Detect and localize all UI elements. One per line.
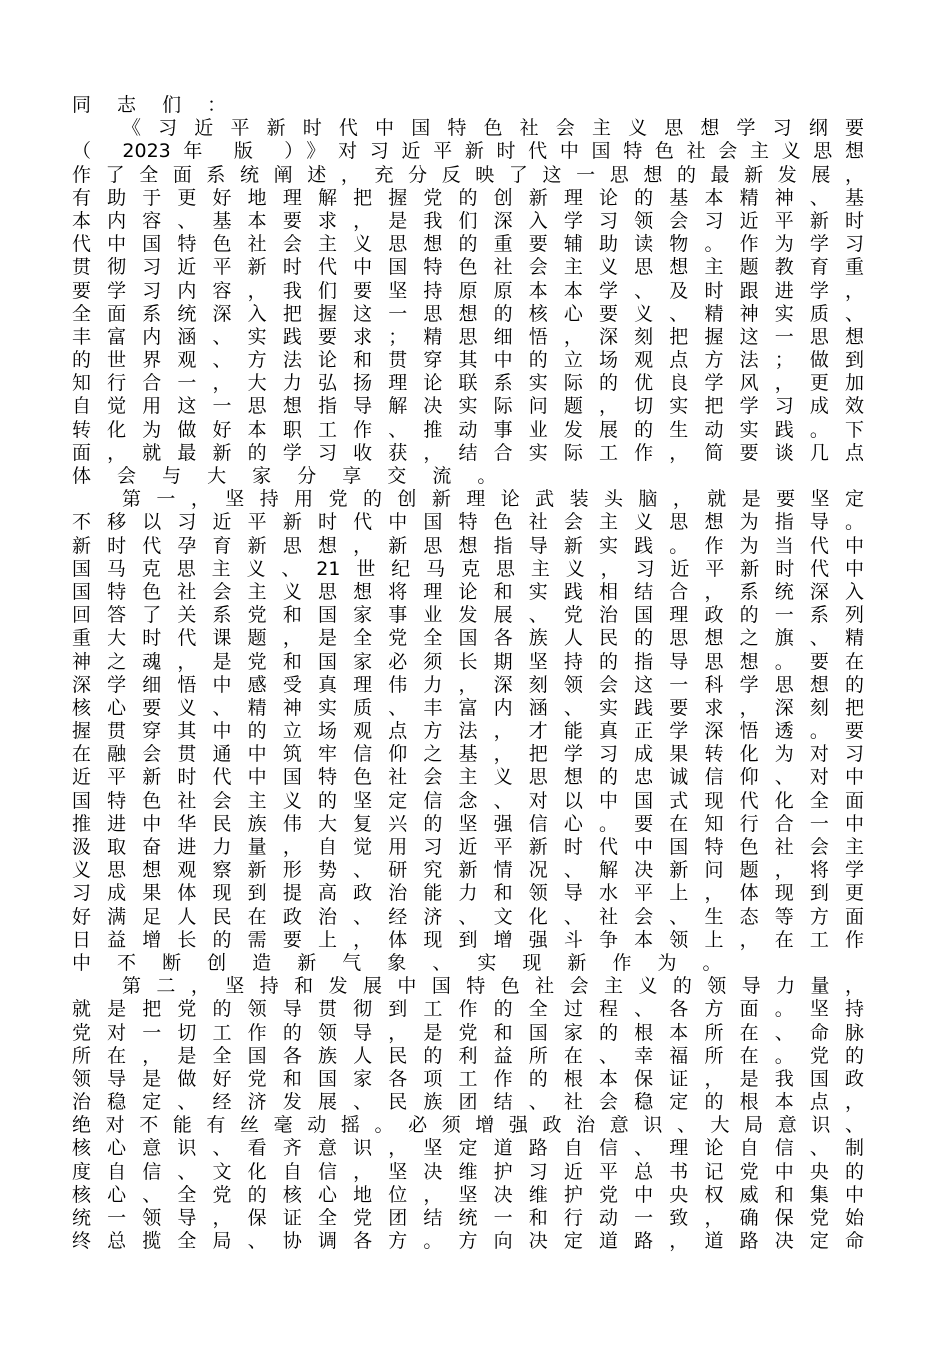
text-line: 领导是做好党和国家各项工作的根本保证，是我国政 [72,1067,864,1090]
text-line: 核心意识、看齐意识，坚定道路自信、理论自信、制 [72,1137,864,1160]
text-line: 第二，坚持和发展中国特色社会主义的领导力量， [122,975,864,998]
text-line: （ 2023年 版 ）》对习近平新时代中国特色社会主义思想 [72,140,864,163]
text-line: 推进中华民族伟大复兴的坚强信心。要在知行合一中 [72,812,864,835]
text-line: 的世界观、方法论和贯穿其中的立场观点方法；做到 [72,349,864,372]
document-page [72,94,864,1253]
text-line: 党对一切工作的领导，是党和国家的根本所在、命脉 [72,1021,864,1044]
text-line: 国特色社会主义思想将理论和实践相结合，系统深入 [72,580,864,603]
text-line: 统一领导，保证全党团结统一和行动一致，确保党始 [72,1207,864,1229]
text-line: 《习近平新时代中国特色社会主义思想学习纲要 [122,117,864,140]
text-line: 转化为做好本职工作、推动事业发展的生动实践。下 [72,418,864,441]
text-line: 回答了关系党和国家事业发展、党治国理政的一系列 [72,604,864,627]
text-line: 作了全面系统阐述，充分反映了这一思想的最新发展， [72,163,864,186]
text-line: 重大时代课题，是全党全国各族人民的思想之旗、精 [72,627,864,650]
text-line: 治稳定、经济发展、民族团结、社会稳定的根本点， [72,1091,864,1114]
text-line: 绝对不能有丝毫动摇。必须增强政治意识、大局意识、 [72,1114,864,1137]
text-line: 神之魂，是党和国家必须长期坚持的指导思想。要在 [72,650,864,673]
text-line: 握贯穿其中的立场观点方法，才能真正学深悟透。要 [72,720,864,743]
text-line: 国马克思主义、21世纪马克思主义，习近平新时代中 [72,557,864,580]
text-line: 自觉用这一思想指导解决实际问题，切实把学习成效 [72,395,864,418]
text-line: 好满足人民在政治、经济、文化、社会、生态等方面 [72,905,864,928]
text-line: 面，就最新的学习收获，结合实际工作，简要谈几点 [72,441,864,464]
text-line: 第一，坚持用党的创新理论武装头脑，就是要坚定 [122,488,864,511]
text-line: 日益增长的需要上，体现到增强斗争本领上，在工作 [72,928,864,951]
text-line: 国特色社会主义的坚定信念、对以中国式现代化全面 [72,789,864,812]
text-line: 体 会 与 大 家 分 享 交 流 。 [72,465,507,487]
text-line: 核心要义、精神实质、丰富内涵、实践要求，深刻把 [72,696,864,719]
text-line: 深学细悟中感受真理伟力，深刻领会这一科学思想的 [72,673,864,696]
text-line: 中 不 断 创 造 新 气 象 、 实 现 新 作 为 。 [72,951,732,974]
text-line: 习成果体现到提高政治能力和领导水平上，体现到更 [72,882,864,905]
text-line: 新时代孕育新思想，新思想指导新实践。作为当代中 [72,534,864,557]
text-line: 全面系统深入把握这一思想的核心要义、精神实质、 [72,302,864,325]
text-line: 近平新时代中国特色社会主义思想的忠诚信仰、对中 [72,766,864,789]
text-line: 就是把党的领导贯彻到工作的全过程、各方面。坚持 [72,998,864,1021]
text-line: 不移以习近平新时代中国特色社会主义思想为指导。 [72,511,864,534]
text-line: 本内容、基本要求，是我们深入学习领会习近平新时 [72,209,864,232]
text-line: 知行合一，大力弘扬理论联系实际的优良学风，更加 [72,372,864,395]
text-line: 贯彻习近平新时代中国特色社会主义思想主题教育重 [72,256,864,279]
text-line: 汲取奋进力量，自觉用习近平新时代中国特色社会主 [72,836,864,858]
salutation: 同 志 们 ： [72,94,237,116]
text-line: 在融会贯通中筑牢信仰之基，把学习成果转化为对习 [72,743,864,766]
text-line: 度自信、文化自信，坚决维护习近平总书记党中央的 [72,1160,864,1183]
text-line: 丰富内涵、实践要求；精思细悟，深刻把握这一思想 [72,325,864,348]
text-line: 要学习内容，我们要坚持原原本本学、及时跟进学， [72,279,864,302]
text-line: 核心、全党的核心地位，坚决维护党中央权威和集中 [72,1183,864,1206]
text-line: 代中国特色社会主义思想的重要辅助读物。作为学习 [72,233,864,256]
text-line: 终总揽全局、协调各方。方向决定道路，道路决定命 [72,1230,864,1253]
text-line: 义思想观察新形势、研究新情况、解决新问题，将学 [72,859,864,882]
text-line: 有助于更好地理解把握党的创新理论的基本精神、基 [72,186,864,209]
text-line: 所在，是全国各族人民的利益所在、幸福所在。党的 [72,1044,864,1067]
